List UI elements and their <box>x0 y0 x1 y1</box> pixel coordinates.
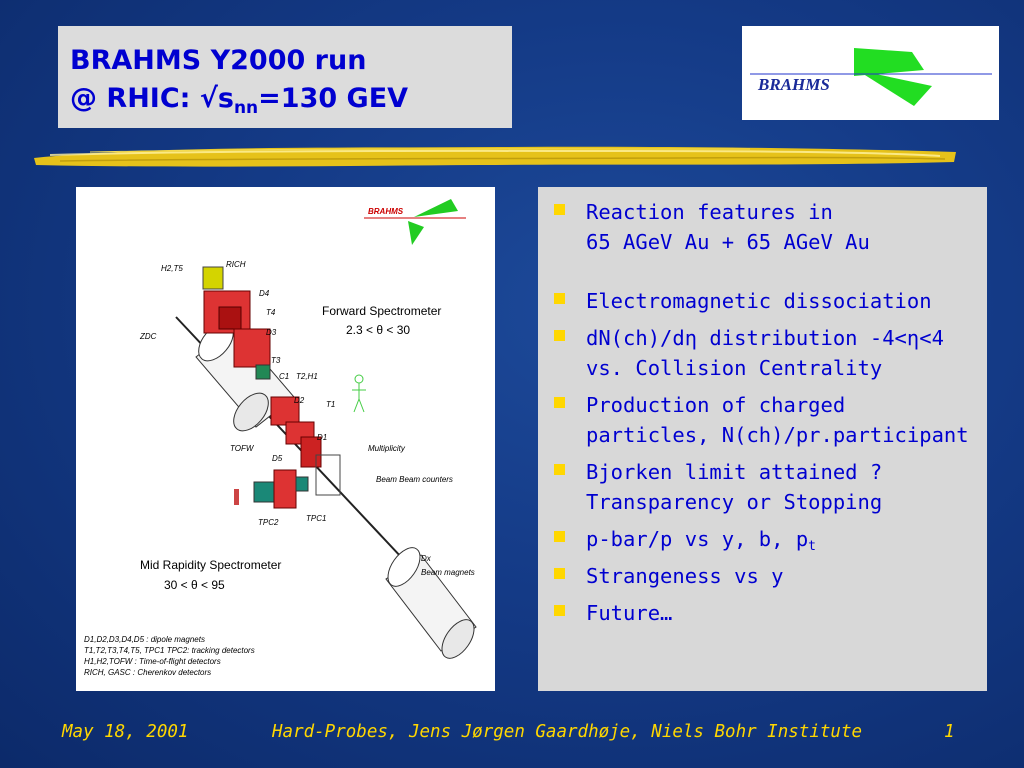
brahms-logo-graphic <box>742 26 999 120</box>
tofw-wall <box>234 489 239 505</box>
label-tpc2: TPC2 <box>258 518 279 527</box>
mid-range: 30 < θ < 95 <box>164 578 225 592</box>
bullet-marker <box>554 605 565 616</box>
bullet-list <box>538 187 987 691</box>
bullet-marker <box>554 464 565 475</box>
footer-center: Hard-Probes, Jens Jørgen Gaardhøje, Niels Bohr Institute <box>272 722 863 742</box>
tpc2-chamber <box>254 482 276 502</box>
t3-chamber <box>256 365 270 379</box>
title-suffix: =130 GEV <box>258 83 409 114</box>
logo-text: BRAHMS <box>758 75 830 94</box>
bullet-text-main: p-bar/p vs y, b, p <box>586 527 809 551</box>
slide-footer <box>0 718 1024 748</box>
svg-text:BRAHMS: BRAHMS <box>368 207 404 216</box>
legend-line-4: RICH, GASC : Cherenkov detectors <box>84 668 212 677</box>
label-dx: Dx <box>421 554 431 563</box>
legend-line-1: D1,D2,D3,D4,D5 : dipole magnets <box>84 635 205 644</box>
label-d4: D4 <box>259 289 270 298</box>
label-d5: D5 <box>272 454 283 463</box>
bullet-item <box>550 524 977 554</box>
rich-detector <box>203 267 223 289</box>
legend-line-2: T1,T2,T3,T4,T5, TPC1 TPC2: tracking detectors <box>84 646 255 655</box>
bullet-marker <box>554 293 565 304</box>
detector-figure <box>76 187 495 691</box>
d4-inner <box>219 307 241 329</box>
small-brahms-logo <box>364 199 466 245</box>
label-h2t5: H2,T5 <box>161 264 183 273</box>
bullet-subscript: t <box>808 539 816 554</box>
brahms-logo <box>742 26 999 120</box>
label-tofw: TOFW <box>230 444 254 453</box>
bullet-text: Production of charged <box>586 393 846 417</box>
label-t2h1: T2,H1 <box>296 372 318 381</box>
label-d1: D1 <box>317 433 328 442</box>
dx-beam-magnet <box>382 542 481 664</box>
label-c1: C1 <box>279 372 290 381</box>
label-t4: T4 <box>266 308 276 317</box>
mid-title: Mid Rapidity Spectrometer <box>140 558 282 572</box>
bullet-text: Strangeness vs y <box>586 564 784 588</box>
bullet-marker <box>554 204 565 215</box>
legend-line-3: H1,H2,TOFW : Time-of-flight detectors <box>84 657 221 666</box>
forward-title: Forward Spectrometer <box>322 304 442 318</box>
label-rich: RICH <box>226 260 246 269</box>
slide-title-line1: BRAHMS Y2000 run <box>70 45 367 76</box>
bullet-text: Bjorken limit attained ? <box>586 460 883 484</box>
bullet-item <box>550 197 977 257</box>
bullet-gap <box>550 264 977 286</box>
bullet-item <box>550 598 977 628</box>
forward-range: 2.3 < θ < 30 <box>346 323 411 337</box>
bullet-item <box>550 457 977 517</box>
bullet-item <box>550 561 977 591</box>
bullet-item <box>550 286 977 316</box>
bullet-text: Reaction features in <box>586 200 833 224</box>
brahms-detector-diagram <box>76 187 495 691</box>
label-beam-counters: Beam Beam counters <box>376 475 453 484</box>
yellow-brush-divider <box>30 138 960 172</box>
title-subscript: nn <box>233 98 259 118</box>
bullet-text: particles, N(ch)/pr.participant <box>586 423 969 447</box>
label-zdc: ZDC <box>140 332 157 341</box>
label-d2: D2 <box>294 396 305 405</box>
label-tpc1: TPC1 <box>306 514 327 523</box>
footer-date: May 18, 2001 <box>62 722 189 742</box>
bullet-text: Transparency or Stopping <box>586 490 883 514</box>
bullet-marker <box>554 568 565 579</box>
bullet-text: Electromagnetic dissociation <box>586 289 932 313</box>
label-t1: T1 <box>326 400 336 409</box>
bullet-item <box>550 323 977 383</box>
bullet-item <box>550 390 977 450</box>
bullet-text: vs. Collision Centrality <box>586 356 883 380</box>
d5-magnet <box>274 470 296 508</box>
bullet-text: dN(ch)/dη distribution -4<η<4 <box>586 326 944 350</box>
title-prefix: @ RHIC: √s <box>70 83 234 114</box>
bullet-text: 65 AGeV Au + 65 AGeV Au <box>586 230 870 254</box>
label-beam-magnets: Beam magnets <box>421 568 475 577</box>
logo-lower-wedge <box>857 70 932 106</box>
bullet-text <box>586 527 816 554</box>
d3-magnet <box>234 329 270 367</box>
person-scale-figure <box>352 375 366 412</box>
bullet-marker <box>554 397 565 408</box>
bullet-text: Future… <box>586 601 673 625</box>
bullet-marker <box>554 330 565 341</box>
footer-page-number: 1 <box>944 722 955 742</box>
bullet-marker <box>554 531 565 542</box>
label-multiplicity: Multiplicity <box>368 444 405 453</box>
slide-title-line2 <box>70 80 512 118</box>
tpc1-chamber <box>296 477 308 491</box>
label-d3: D3 <box>266 328 277 337</box>
label-t3: T3 <box>271 356 281 365</box>
title-box <box>58 26 512 128</box>
